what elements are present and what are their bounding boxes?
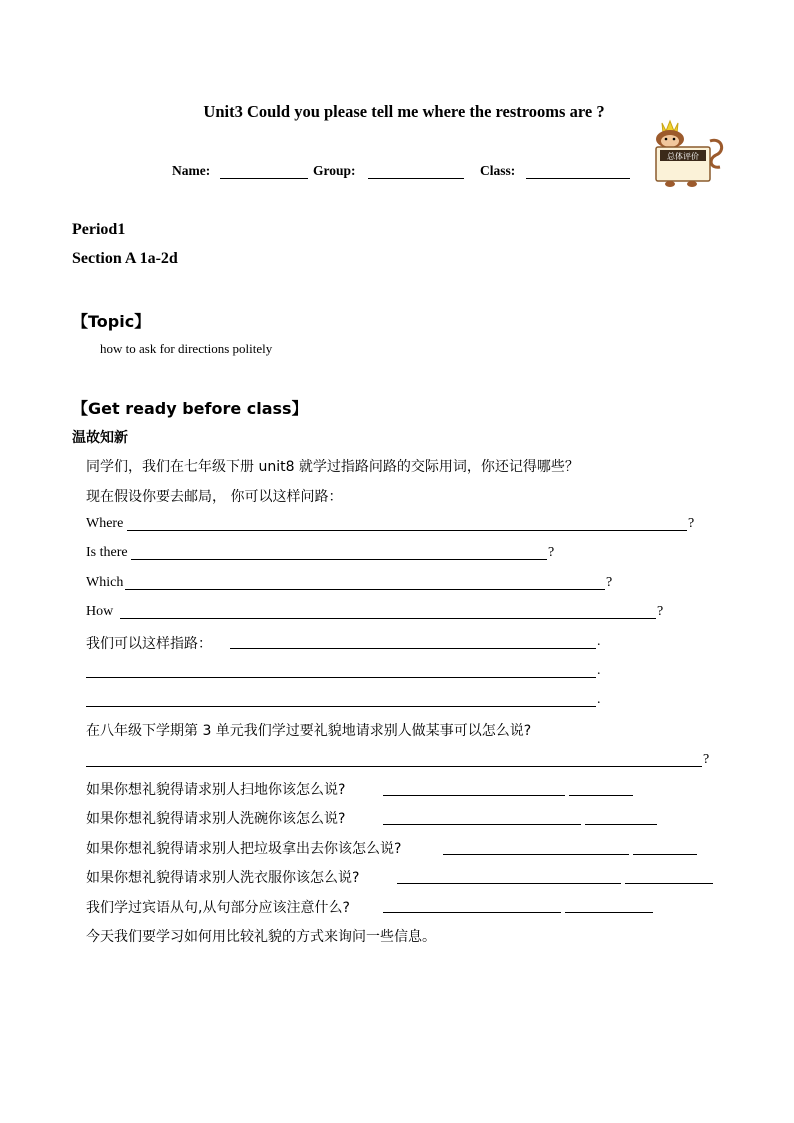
badge-text: 总体评价 bbox=[667, 152, 699, 161]
answer-line-point-3[interactable] bbox=[86, 706, 596, 707]
ready-subheading: 温故知新 bbox=[72, 430, 128, 446]
q-how-label: How bbox=[86, 604, 114, 619]
answer-line-polite[interactable] bbox=[86, 766, 702, 767]
qmark: ? bbox=[657, 604, 664, 619]
period-label: Period1 bbox=[72, 221, 126, 238]
trash-prompt: 如果你想礼貌得请求别人把垃圾拿出去你该怎么说? bbox=[86, 841, 402, 857]
answer-line-how[interactable] bbox=[120, 618, 656, 619]
answer-line-which[interactable] bbox=[125, 589, 605, 590]
answer-line-clothes-2[interactable] bbox=[625, 883, 713, 884]
section-label: Section A 1a-2d bbox=[72, 250, 178, 267]
class-label: Class: bbox=[480, 163, 516, 178]
answer-line-point-1[interactable] bbox=[230, 648, 596, 649]
answer-line-clause-1[interactable] bbox=[383, 912, 561, 913]
clause-prompt: 我们学过宾语从句,从句部分应该注意什么? bbox=[86, 900, 350, 916]
monkey-evaluation-badge bbox=[648, 117, 726, 189]
answer-line-isthere[interactable] bbox=[131, 559, 547, 560]
name-label: Name: bbox=[172, 163, 211, 178]
topic-text: how to ask for directions politely bbox=[100, 341, 273, 356]
polite-prompt: 在八年级下学期第 3 单元我们学过要礼貌地请求别人做某事可以怎么说? bbox=[86, 723, 532, 739]
answer-line-trash-2[interactable] bbox=[633, 854, 697, 855]
q-isthere-label: Is there bbox=[86, 545, 128, 560]
q-where-label: Where bbox=[86, 516, 124, 531]
answer-line-clause-2[interactable] bbox=[565, 912, 653, 913]
intro-line-1: 同学们，我们在七年级下册 unit8 就学过指路问路的交际用词，你还记得哪些？ bbox=[86, 459, 579, 475]
answer-line-sweep-1[interactable] bbox=[383, 795, 565, 796]
today-text: 今天我们要学习如何用比较礼貌的方式来询问一些信息。 bbox=[86, 929, 436, 945]
period-dot: . bbox=[597, 692, 601, 707]
answer-line-sweep-2[interactable] bbox=[569, 795, 633, 796]
sweep-prompt: 如果你想礼貌得请求别人扫地你该怎么说? bbox=[86, 782, 346, 798]
answer-line-where[interactable] bbox=[127, 530, 687, 531]
dishes-prompt: 如果你想礼貌得请求别人洗碗你该怎么说? bbox=[86, 811, 346, 827]
intro-line-2: 现在假设你要去邮局， 你可以这样问路： bbox=[86, 489, 343, 505]
clothes-prompt: 如果你想礼貌得请求别人洗衣服你该怎么说? bbox=[86, 870, 360, 886]
answer-line-dishes-1[interactable] bbox=[383, 824, 581, 825]
qmark: ? bbox=[688, 516, 695, 531]
group-field[interactable] bbox=[368, 166, 464, 179]
topic-heading: 【Topic】 bbox=[72, 312, 151, 331]
q-which-label: Which bbox=[86, 575, 124, 590]
monkey-icon bbox=[648, 117, 726, 189]
point-prompt: 我们可以这样指路： bbox=[86, 636, 212, 652]
page-title: Unit3 Could you please tell me where the restrooms are ? bbox=[203, 102, 605, 121]
qmark: ? bbox=[606, 575, 613, 590]
qmark: ? bbox=[548, 545, 555, 560]
ready-heading: 【Get ready before class】 bbox=[72, 399, 308, 418]
answer-line-dishes-2[interactable] bbox=[585, 824, 657, 825]
answer-line-trash-1[interactable] bbox=[443, 854, 629, 855]
qmark: ? bbox=[703, 752, 710, 767]
answer-line-point-2[interactable] bbox=[86, 677, 596, 678]
class-field[interactable] bbox=[526, 166, 630, 179]
period-dot: . bbox=[597, 663, 601, 678]
name-field[interactable] bbox=[220, 166, 308, 179]
period-dot: . bbox=[597, 634, 601, 649]
group-label: Group: bbox=[313, 163, 356, 178]
answer-line-clothes-1[interactable] bbox=[397, 883, 621, 884]
